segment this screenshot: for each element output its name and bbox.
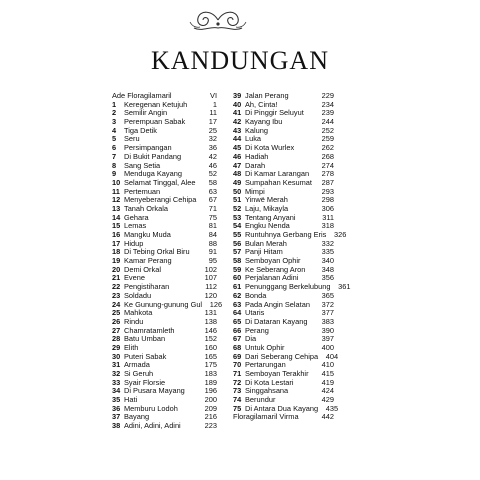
page-number: 131 (204, 308, 217, 318)
page-number: 365 (321, 290, 334, 300)
chapter-title: Untuk Ophir (245, 342, 285, 352)
toc-right-column (233, 91, 351, 422)
page-number: 120 (204, 290, 217, 300)
chapter-title: Sang Setia (124, 160, 161, 170)
page-number: 287 (321, 177, 334, 187)
page-number: 293 (321, 186, 334, 196)
chapter-title: Di Kota Lestari (245, 377, 294, 387)
chapter-number: 46 (233, 151, 242, 161)
chapter-number: 62 (233, 290, 242, 300)
page-number: 216 (204, 412, 217, 422)
page-number: 84 (208, 230, 217, 239)
chapter-title: Evene (124, 273, 145, 283)
page-number: 165 (204, 351, 217, 361)
chapter-title: Perjalanan Adini (245, 273, 299, 283)
toc-entry (233, 413, 334, 422)
page-number: 442 (321, 412, 334, 422)
page-number: 335 (321, 247, 334, 257)
page-number: 126 (209, 299, 223, 309)
chapter-title: Persimpangan (124, 143, 172, 153)
page-number: 175 (204, 360, 217, 370)
chapter-number: 21 (112, 273, 121, 283)
chapter-title: Di Kota Wurlex (245, 143, 295, 153)
page-number: 298 (321, 195, 334, 205)
page-number: 306 (321, 203, 334, 213)
chapter-number: 25 (112, 308, 121, 318)
page-number: 71 (208, 203, 217, 213)
chapter-number: 10 (112, 177, 121, 187)
chapter-number: 11 (112, 186, 120, 196)
page-number: 223 (204, 421, 217, 431)
chapter-title: Tiga Detik (124, 125, 157, 135)
chapter-title: Rindu (124, 316, 144, 326)
page-number: VI (210, 91, 217, 100)
chapter-number: 66 (233, 325, 242, 335)
chapter-title: Mangku Muda (124, 230, 171, 239)
page-number: 244 (321, 117, 334, 127)
chapter-title: Seru (124, 134, 140, 144)
chapter-number: 50 (233, 186, 242, 196)
chapter-number: 49 (233, 177, 242, 187)
chapter-title: Soldadu (124, 290, 152, 300)
page-number: 318 (321, 221, 334, 231)
page-number: 189 (204, 377, 217, 387)
chapter-number: 32 (112, 369, 121, 378)
chapter-title: Pertarungan (245, 360, 286, 370)
page-number: 152 (204, 334, 217, 344)
chapter-number: 55 (233, 230, 242, 239)
chapter-number: 70 (233, 360, 242, 370)
page-title: KANDUNGAN (151, 46, 329, 75)
chapter-number: 34 (112, 386, 121, 396)
chapter-number: 13 (112, 203, 121, 213)
chapter-number: 1 (112, 99, 117, 109)
page-number: 138 (204, 316, 217, 326)
chapter-title: Adini, Adini, Adini (124, 421, 181, 431)
page-number: 91 (208, 247, 217, 257)
chapter-number: 28 (112, 334, 121, 344)
page-number: 81 (208, 221, 217, 231)
chapter-title: Berundur (245, 395, 276, 405)
page-number: 390 (321, 325, 334, 335)
chapter-title: Menyeberangi Cehipa (124, 195, 197, 205)
chapter-title: Penunggang Berkelubung (245, 282, 331, 292)
chapter-title: Yinwë Merah (245, 195, 288, 205)
chapter-title: Elith (124, 342, 139, 352)
page-number: 88 (208, 238, 217, 248)
page-number: 383 (321, 316, 334, 326)
chapter-number: 4 (112, 125, 117, 135)
chapter-number: 69 (233, 351, 242, 361)
chapter-title: Ah, Cinta! (245, 99, 278, 109)
page-number: 410 (321, 360, 334, 370)
chapter-title: Pertemuan (124, 186, 161, 196)
chapter-number: 36 (112, 403, 121, 413)
page-number: 234 (321, 99, 334, 109)
page-number: 11 (209, 108, 217, 118)
chapter-number: 41 (233, 108, 242, 118)
chapter-title: Floragilamaril Virma (233, 412, 299, 422)
chapter-number: 67 (233, 334, 242, 344)
chapter-number: 5 (112, 134, 117, 144)
chapter-number: 47 (233, 160, 242, 170)
toc-entry (112, 422, 217, 431)
chapter-number: 65 (233, 316, 242, 326)
page-number: 46 (208, 160, 217, 170)
chapter-number: 75 (233, 403, 242, 413)
chapter-title: Runtuhnya Gerbang Eris (245, 230, 327, 239)
chapter-title: Batu Umban (124, 334, 166, 344)
page-number: 42 (208, 151, 217, 161)
chapter-title: Ade Floragilamaril (112, 91, 172, 100)
chapter-number: 7 (112, 151, 117, 161)
page-number: 229 (321, 91, 334, 100)
page-number: 361 (338, 282, 351, 292)
chapter-title: Memburu Lodoh (124, 403, 178, 413)
chapter-number: 16 (112, 230, 121, 239)
page-number: 424 (321, 386, 334, 396)
chapter-title: Di Kamar Larangan (245, 169, 310, 179)
page-number: 200 (204, 395, 217, 405)
page-number: 259 (321, 134, 334, 144)
page-number: 102 (204, 264, 217, 274)
chapter-title: Di Tebing Orkal Biru (124, 247, 190, 257)
chapter-number: 24 (112, 299, 121, 309)
page-number: 107 (204, 273, 217, 283)
page-number: 75 (208, 212, 217, 222)
chapter-number: 73 (233, 386, 242, 396)
page-number: 112 (205, 282, 217, 292)
chapter-number: 59 (233, 264, 242, 274)
page-number: 36 (208, 143, 217, 153)
chapter-title: Lemas (124, 221, 147, 231)
chapter-title: Dia (245, 334, 257, 344)
chapter-title: Pengistiharan (124, 282, 170, 292)
page-number: 17 (208, 117, 217, 127)
chapter-number: 57 (233, 247, 242, 257)
chapter-number: 52 (233, 203, 242, 213)
chapter-number: 51 (233, 195, 242, 205)
chapter-title: Semboyan Ophir (245, 256, 301, 266)
page-number: 268 (321, 151, 334, 161)
page-number: 400 (321, 342, 334, 352)
chapter-number: 60 (233, 273, 242, 283)
page-number: 348 (321, 264, 334, 274)
page-number: 25 (208, 125, 217, 135)
chapter-number: 74 (233, 395, 242, 405)
chapter-title: Tanah Orkala (124, 203, 168, 213)
chapter-title: Di Pusara Mayang (124, 386, 185, 396)
chapter-title: Singgahsana (245, 386, 289, 396)
page-number: 372 (321, 299, 334, 309)
page-number: 67 (208, 195, 217, 205)
chapter-title: Utaris (245, 308, 265, 318)
page-number: 356 (321, 273, 334, 283)
chapter-title: Darah (245, 160, 266, 170)
chapter-number: 22 (112, 282, 121, 292)
page-number: 326 (334, 230, 347, 239)
chapter-title: Selamat Tinggal, Alee (124, 177, 196, 187)
page-number: 95 (208, 256, 217, 266)
page-number: 183 (204, 369, 217, 378)
chapter-number: 61 (233, 282, 242, 292)
chapter-title: Hati (124, 395, 138, 405)
page-number: 377 (321, 308, 334, 318)
chapter-title: Jalan Perang (245, 91, 289, 100)
chapter-number: 40 (233, 99, 242, 109)
chapter-number: 37 (112, 412, 121, 422)
chapter-number: 31 (112, 360, 121, 370)
chapter-number: 42 (233, 117, 242, 127)
chapter-number: 8 (112, 160, 117, 170)
chapter-number: 14 (112, 212, 121, 222)
chapter-title: Keregenan Ketujuh (124, 99, 188, 109)
page-number: 404 (325, 351, 339, 361)
chapter-number: 45 (233, 143, 242, 153)
page-number: 32 (208, 134, 217, 144)
chapter-number: 23 (112, 290, 121, 300)
chapter-number: 48 (233, 169, 242, 179)
page-number: 196 (204, 386, 217, 396)
chapter-number: 53 (233, 212, 242, 222)
chapter-title: Di Antara Dua Kayang (245, 403, 319, 413)
chapter-title: Ke Gunung-gunung Gul (124, 299, 203, 309)
chapter-title: Bayang (124, 412, 150, 422)
chapter-title: Bonda (245, 290, 267, 300)
chapter-number: 26 (112, 316, 121, 326)
chapter-title: Kamar Perang (124, 256, 172, 266)
chapter-title: Di Dataran Kayang (245, 316, 308, 326)
chapter-title: Sumpahan Kesumat (245, 177, 312, 187)
page-number: 340 (321, 256, 334, 266)
page-number: 52 (208, 169, 217, 179)
chapter-number: 33 (112, 377, 121, 387)
chapter-number: 29 (112, 342, 121, 352)
page-number: 274 (321, 160, 334, 170)
page-number: 419 (321, 377, 334, 387)
chapter-number: 71 (233, 369, 242, 378)
page-number: 146 (204, 325, 217, 335)
page-number: 435 (325, 403, 339, 413)
chapter-number: 43 (233, 125, 242, 135)
page-number: 397 (321, 334, 334, 344)
page-number: 278 (321, 169, 334, 179)
chapter-number: 72 (233, 377, 242, 387)
chapter-number: 19 (112, 256, 121, 266)
chapter-number: 15 (112, 221, 121, 231)
chapter-title: Engku Nenda (245, 221, 290, 231)
chapter-number: 38 (112, 421, 121, 431)
page-number: 58 (208, 177, 217, 187)
chapter-number: 54 (233, 221, 242, 231)
chapter-number: 18 (112, 247, 121, 257)
chapter-title: Semboyan Terakhir (245, 369, 309, 378)
chapter-title: Luka (245, 134, 262, 144)
chapter-title: Di Bukit Pandang (124, 151, 182, 161)
page-number: 311 (322, 212, 334, 222)
toc-left-column (112, 91, 223, 431)
page-number: 429 (321, 395, 334, 405)
chapter-title: Mimpi (245, 186, 265, 196)
chapter-number: 63 (233, 299, 242, 309)
chapter-number: 20 (112, 264, 121, 274)
chapter-number: 56 (233, 238, 242, 248)
chapter-title: Perang (245, 325, 269, 335)
chapter-title: Si Geruh (124, 369, 154, 378)
page-number: 209 (204, 403, 217, 413)
page-number: 63 (208, 186, 217, 196)
chapter-title: Panji Hitam (245, 247, 283, 257)
chapter-number: 3 (112, 117, 117, 127)
chapter-title: Laju, Mikayla (245, 203, 289, 213)
chapter-title: Bulan Merah (245, 238, 287, 248)
chapter-title: Menduga Kayang (124, 169, 182, 179)
chapter-title: Puteri Sabak (124, 351, 167, 361)
chapter-title: Semilir Angin (124, 108, 168, 118)
chapter-title: Gehara (124, 212, 149, 222)
chapter-number: 17 (112, 238, 121, 248)
chapter-number: 39 (233, 91, 242, 100)
chapter-number: 35 (112, 395, 121, 405)
page-number: 332 (321, 238, 334, 248)
chapter-title: Demi Orkal (124, 264, 161, 274)
chapter-title: Tentang Anyani (245, 212, 296, 222)
chapter-number: 27 (112, 325, 121, 335)
chapter-title: Dari Seberang Cehipa (245, 351, 319, 361)
chapter-number: 30 (112, 351, 121, 361)
page-number: 415 (321, 369, 334, 378)
chapter-title: Di Pinggir Seluyut (245, 108, 304, 118)
flourish-ornament-icon (188, 6, 248, 36)
page-number: 1 (212, 99, 217, 109)
chapter-number: 58 (233, 256, 242, 266)
chapter-title: Kalung (245, 125, 269, 135)
chapter-title: Kayang Ibu (245, 117, 283, 127)
chapter-number: 6 (112, 143, 117, 153)
chapter-number: 68 (233, 342, 242, 352)
chapter-number: 9 (112, 169, 117, 179)
chapter-title: Syair Florsie (124, 377, 166, 387)
chapter-title: Armada (124, 360, 150, 370)
page-number: 262 (321, 143, 334, 153)
chapter-title: Mahkota (124, 308, 153, 318)
chapter-title: Chamratamleth (124, 325, 175, 335)
chapter-number: 44 (233, 134, 242, 144)
chapter-number: 64 (233, 308, 242, 318)
chapter-number: 2 (112, 108, 117, 118)
chapter-number: 12 (112, 195, 121, 205)
chapter-title: Perempuan Sabak (124, 117, 186, 127)
chapter-title: Pada Angin Selatan (245, 299, 310, 309)
page-number: 252 (321, 125, 334, 135)
chapter-title: Hadiah (245, 151, 269, 161)
chapter-title: Hidup (124, 238, 144, 248)
page-number: 160 (204, 342, 217, 352)
chapter-title: Ke Seberang Aron (245, 264, 306, 274)
page-number: 239 (321, 108, 334, 118)
